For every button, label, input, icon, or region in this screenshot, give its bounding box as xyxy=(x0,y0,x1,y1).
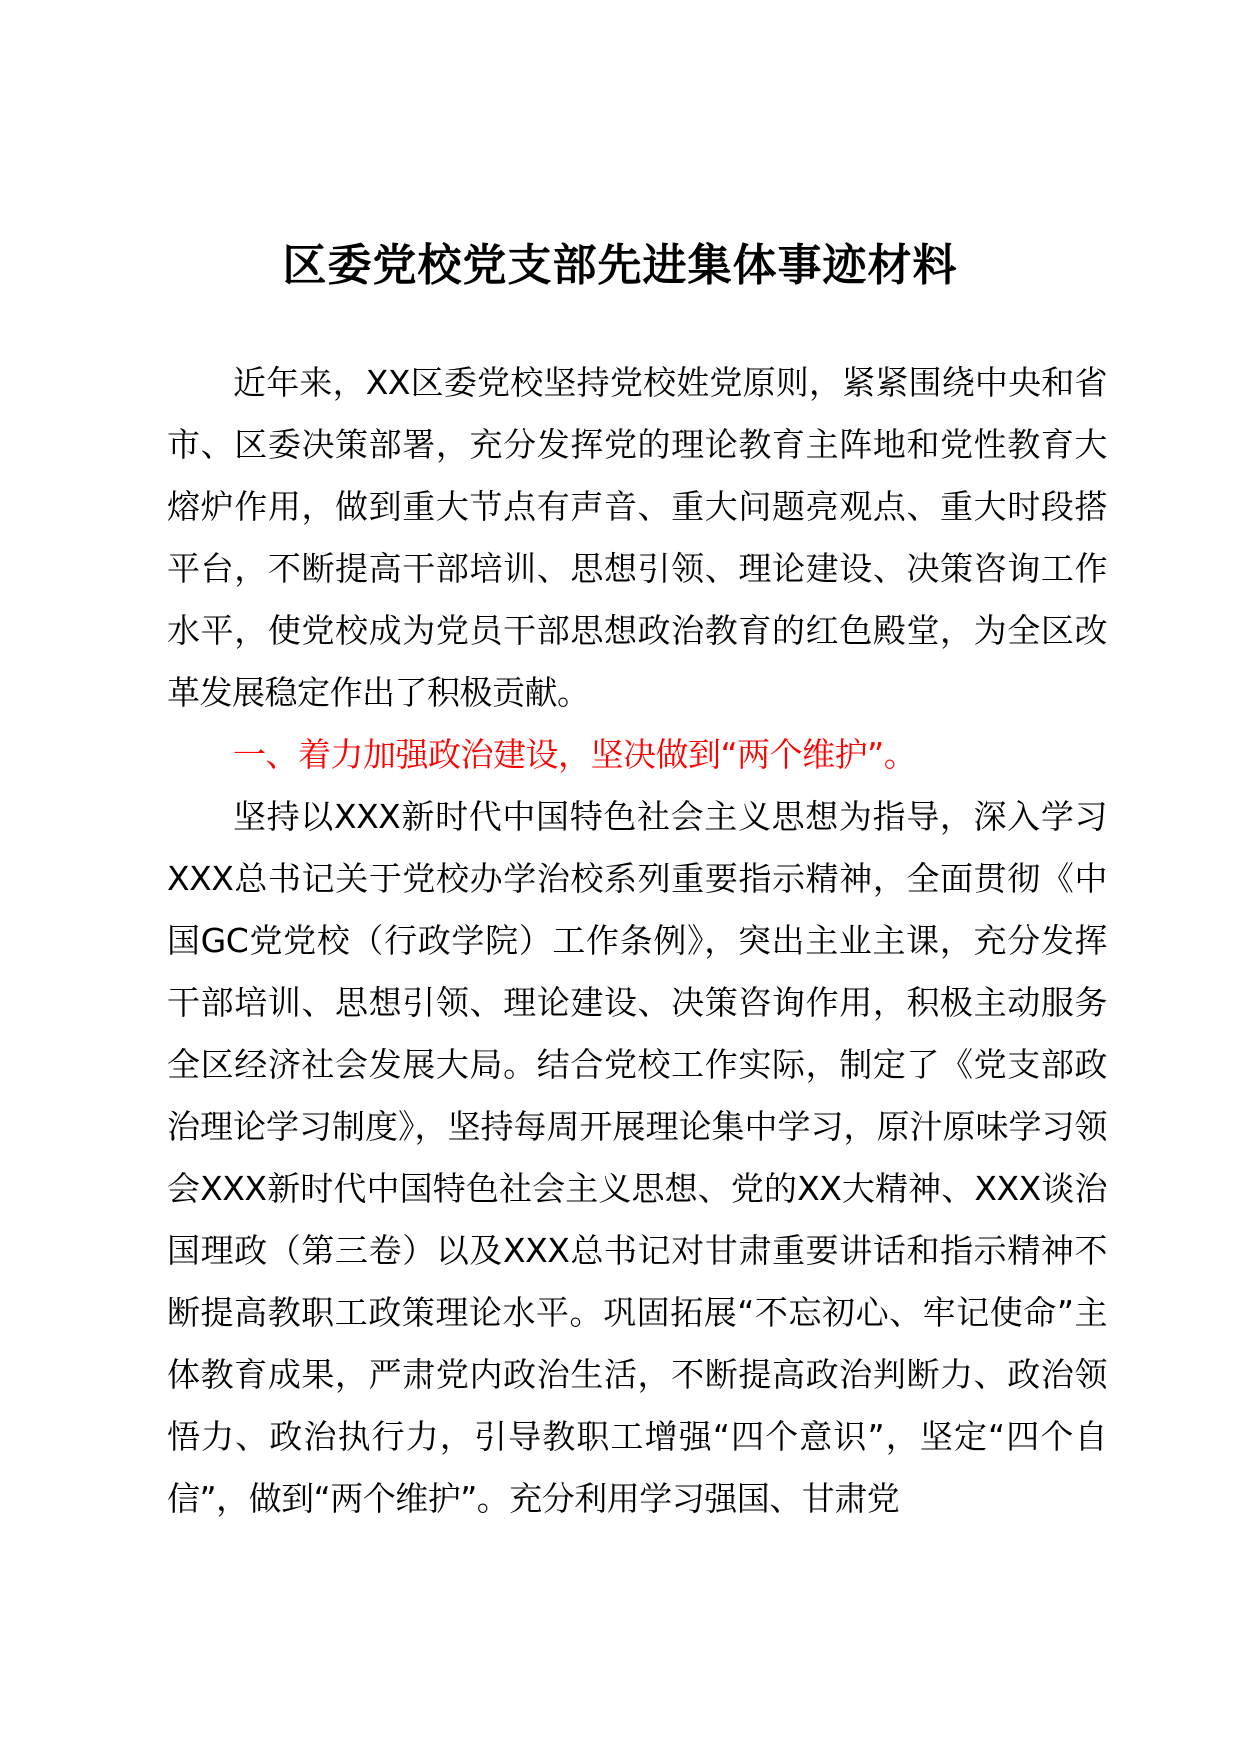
document-body xyxy=(167,352,1107,1530)
section-heading: 一、着力加强政治建设，坚决做到“两个维护”。 xyxy=(233,735,917,774)
document-title: 区委党校党支部先进集体事迹材料 xyxy=(282,240,958,291)
section-body: 坚持以XXX新时代中国特色社会主义思想为指导，深入学习XXX总书记关于党校办学治校系列重要指示精神，全面贯彻《中国GC党党校（行政学院）工作条例》，突出主业主课，充分发挥干部培训、思想引领、理论建设、决策咨询作用，积极主动服务全区经济社会发展大局。结合党校工作实际，制定了《党支部政治理论学习制度》，坚持每周开展理论集中学习，原汁原味学习领会XXX新时代中国特色社会主义思想、党的XX大精神、XXX谈治国理政（第三卷）以及XXX总书记对甘肃重要讲话和指示精神不断提高教职工政策理论水平。巩固拓展“不忘初心、牢记使命”主体教育成果，严肃党内政治生活，不断提高政治判断力、政治领悟力、政治执行力，引导教职工增强“四个意识”，坚定“四个自信”，做到“两个维护”。充分利用学习强国、甘肃党 xyxy=(167,797,1107,1518)
intro-paragraph: 近年来，XX区委党校坚持党校姓党原则，紧紧围绕中央和省市、区委决策部署，充分发挥党的理论教育主阵地和党性教育大熔炉作用，做到重大节点有声音、重大问题亮观点、重大时段搭平台，不断提高干部培训、思想引领、理论建设、决策咨询工作水平，使党校成为党员干部思想政治教育的红色殿堂，为全区改革发展稳定作出了积极贡献。 xyxy=(167,363,1107,712)
